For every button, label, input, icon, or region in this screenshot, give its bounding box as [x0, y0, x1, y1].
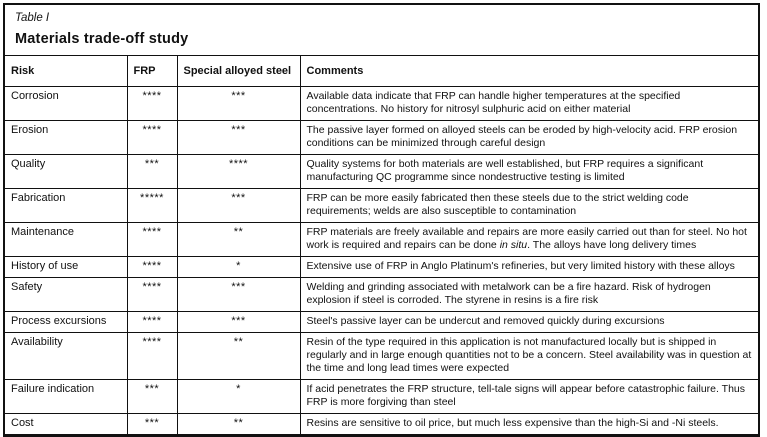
table-header — [5, 56, 758, 87]
risk-cell: Fabrication — [5, 189, 127, 223]
comment-cell: Extensive use of FRP in Anglo Platinum's refineries, but very limited history with these alloys — [300, 257, 758, 278]
table-title-block — [5, 5, 758, 55]
steel-rating-cell: ** — [177, 414, 300, 435]
risk-cell: Process excursions — [5, 312, 127, 333]
frp-rating-cell: **** — [127, 87, 177, 121]
risk-cell: Maintenance — [5, 223, 127, 257]
comment-cell: The passive layer formed on alloyed steels can be eroded by high-velocity acid. FRP erosion conditions can be minimized through careful design — [300, 121, 758, 155]
table-row — [5, 312, 758, 333]
materials-tradeoff-table — [5, 55, 758, 434]
frp-rating-cell: **** — [127, 223, 177, 257]
comment-cell: If acid penetrates the FRP structure, tell-tale signs will appear before catastrophic failure. Thus FRP is more forgiving than steel — [300, 380, 758, 414]
table-row — [5, 189, 758, 223]
comment-cell: Resins are sensitive to oil price, but much less expensive than the high-Si and -Ni steels. — [300, 414, 758, 435]
table-body — [5, 87, 758, 435]
frp-rating-cell: **** — [127, 257, 177, 278]
column-header-risk: Risk — [5, 56, 127, 87]
steel-rating-cell: **** — [177, 155, 300, 189]
steel-rating-cell: ** — [177, 223, 300, 257]
frp-rating-cell: **** — [127, 333, 177, 380]
frp-rating-cell: *** — [127, 380, 177, 414]
frp-rating-cell: **** — [127, 312, 177, 333]
frp-rating-cell: **** — [127, 278, 177, 312]
frp-rating-cell: **** — [127, 121, 177, 155]
risk-cell: Availability — [5, 333, 127, 380]
table-row — [5, 333, 758, 380]
frp-rating-cell: *** — [127, 414, 177, 435]
table-row — [5, 257, 758, 278]
table-row — [5, 380, 758, 414]
comment-cell: FRP can be more easily fabricated then these steels due to the strict welding code requirements; welds are also susceptible to contamination — [300, 189, 758, 223]
frp-rating-cell: ***** — [127, 189, 177, 223]
steel-rating-cell: *** — [177, 312, 300, 333]
steel-rating-cell: *** — [177, 121, 300, 155]
tradeoff-table-frame — [3, 3, 760, 437]
steel-rating-cell: * — [177, 380, 300, 414]
risk-cell: Failure indication — [5, 380, 127, 414]
header-row — [5, 56, 758, 87]
column-header-frp: FRP — [127, 56, 177, 87]
table-row — [5, 155, 758, 189]
comment-cell: Steel's passive layer can be undercut and removed quickly during excursions — [300, 312, 758, 333]
table-row — [5, 414, 758, 435]
risk-cell: Cost — [5, 414, 127, 435]
comment-cell: Quality systems for both materials are well established, but FRP requires a significant manufacturing QC programme since nondestructive testing is limited — [300, 155, 758, 189]
column-header-special-alloyed-steel: Special alloyed steel — [177, 56, 300, 87]
table-row — [5, 223, 758, 257]
table-label: Table I — [15, 12, 50, 24]
risk-cell: Erosion — [5, 121, 127, 155]
frp-rating-cell: *** — [127, 155, 177, 189]
table-title: Materials trade-off study — [15, 31, 189, 47]
column-header-comments: Comments — [300, 56, 758, 87]
steel-rating-cell: *** — [177, 278, 300, 312]
table-row — [5, 121, 758, 155]
risk-cell: Corrosion — [5, 87, 127, 121]
comment-cell: Resin of the type required in this application is not manufactured locally but is shipped in regularly and in large enough quantities not to be a concern. Steel availability was in question at the time and long lead times were expected — [300, 333, 758, 380]
table-row — [5, 278, 758, 312]
risk-cell: Quality — [5, 155, 127, 189]
table-row — [5, 87, 758, 121]
risk-cell: History of use — [5, 257, 127, 278]
comment-cell: Available data indicate that FRP can handle higher temperatures at the specified concentrations. No history for nitrosyl sulphuric acid on either material — [300, 87, 758, 121]
steel-rating-cell: *** — [177, 189, 300, 223]
steel-rating-cell: *** — [177, 87, 300, 121]
steel-rating-cell: * — [177, 257, 300, 278]
risk-cell: Safety — [5, 278, 127, 312]
comment-cell: Welding and grinding associated with metalwork can be a fire hazard. Risk of hydrogen explosion if steel is corroded. The styrene in resins is a fire risk — [300, 278, 758, 312]
steel-rating-cell: ** — [177, 333, 300, 380]
comment-cell: FRP materials are freely available and repairs are more easily carried out than for steel. No hot work is required and repairs can be done in situ. The alloys have long delivery times — [300, 223, 758, 257]
